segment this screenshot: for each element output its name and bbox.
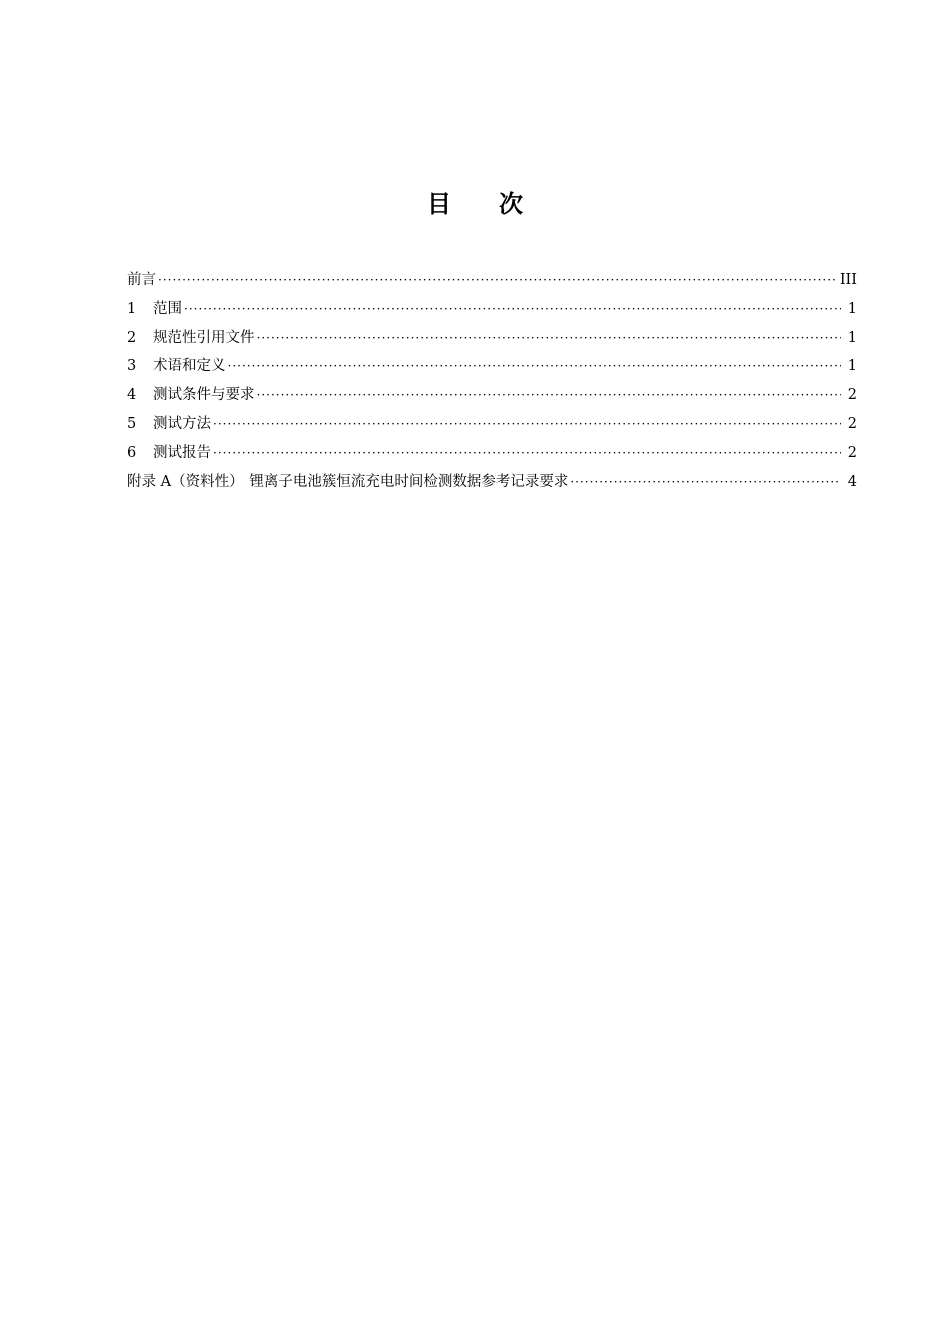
toc-entry-text: 测试报告	[153, 444, 211, 461]
toc-appendix-label: 附录 A（资料性）	[127, 473, 244, 490]
toc-entry-terms-definitions[interactable]	[127, 352, 857, 381]
toc-entry-page: 2	[847, 415, 857, 432]
toc-entry-normative-references[interactable]	[127, 324, 857, 353]
toc-leader-dots	[570, 468, 841, 497]
toc-leader-dots	[213, 410, 841, 439]
toc-entry-appendix-a[interactable]	[127, 468, 857, 497]
toc-entry-number: 3	[127, 358, 137, 375]
toc-entry-test-conditions[interactable]	[127, 381, 857, 410]
toc-title	[0, 184, 950, 224]
toc-entry-number: 1	[127, 300, 137, 317]
toc-leader-dots	[184, 295, 841, 324]
toc-leader-dots	[228, 352, 842, 381]
toc-entry-test-report[interactable]	[127, 439, 857, 468]
toc-title-char-1: 目	[427, 190, 451, 218]
toc-entry-text: 范围	[153, 300, 182, 317]
toc-title-char-2: 次	[499, 190, 523, 218]
toc-entry-text: 测试条件与要求	[153, 387, 255, 404]
toc-list	[127, 266, 857, 496]
toc-entry-foreword[interactable]	[127, 266, 857, 295]
toc-entry-number: 5	[127, 415, 137, 432]
toc-entry-page: 1	[847, 329, 857, 346]
toc-entry-page: 1	[847, 358, 857, 375]
toc-entry-page: 2	[847, 444, 857, 461]
toc-leader-dots	[158, 266, 836, 295]
toc-entry-number: 4	[127, 387, 137, 404]
toc-entry-number: 2	[127, 329, 137, 346]
toc-leader-dots	[257, 381, 842, 410]
toc-entry-page: 2	[847, 387, 857, 404]
toc-entry-text: 前言	[127, 272, 156, 288]
toc-leader-dots	[213, 439, 841, 468]
toc-entry-text: 测试方法	[153, 415, 211, 432]
toc-entry-text: 规范性引用文件	[153, 329, 255, 346]
toc-appendix-text: 锂离子电池簇恒流充电时间检测数据参考记录要求	[249, 473, 569, 490]
toc-entry-page: 4	[847, 473, 857, 490]
toc-entry-test-methods[interactable]	[127, 410, 857, 439]
toc-entry-page: III	[839, 272, 857, 288]
toc-entry-number: 6	[127, 444, 137, 461]
toc-entry-text: 术语和定义	[153, 358, 226, 375]
toc-entry-scope[interactable]	[127, 295, 857, 324]
toc-leader-dots	[257, 324, 842, 353]
toc-entry-page: 1	[847, 300, 857, 317]
